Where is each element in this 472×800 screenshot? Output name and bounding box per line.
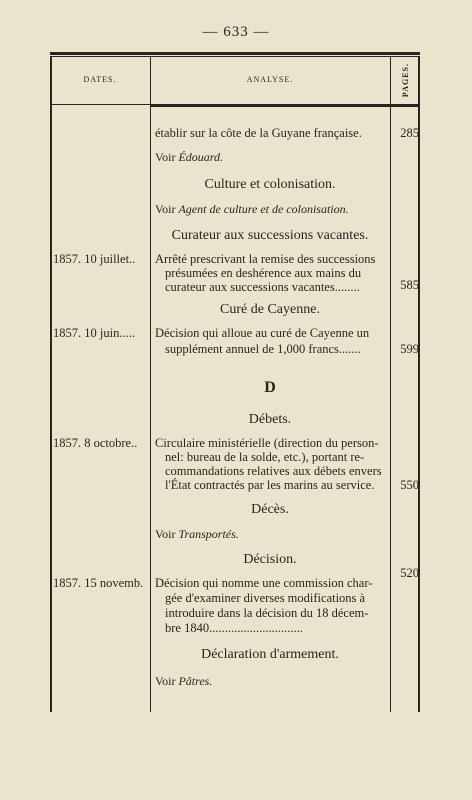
- entry-date: 1857. 15 novemb.: [53, 576, 144, 590]
- table-top-rule-thin: [50, 56, 420, 57]
- see-also-ref: Édouard.: [178, 150, 224, 164]
- heading-curateur: Curateur aux successions vacantes.: [171, 228, 369, 243]
- entry-text: Arrêté prescrivant la remise des successions: [155, 252, 376, 266]
- see-also-transportes: [155, 527, 391, 542]
- column-header-analyse: ANALYSE.: [246, 75, 294, 84]
- entry-page: 585: [400, 278, 419, 292]
- entry-text: gée d'examiner diverses modifications à: [165, 591, 366, 605]
- column-header-pages-label: PAGES.: [400, 62, 410, 98]
- heading-cure: Curé de Cayenne.: [220, 302, 320, 317]
- see-also-ref: Agent de culture et de colonisation.: [178, 202, 349, 216]
- heading-debets: Débets.: [248, 412, 292, 427]
- see-also-prefix: Voir: [155, 202, 176, 216]
- see-also-prefix: Voir: [155, 527, 176, 541]
- table-top-rule: [50, 52, 420, 55]
- see-also-agent: [155, 202, 391, 217]
- header-rule: [150, 104, 420, 107]
- see-also-ref: Transportés.: [178, 527, 239, 541]
- entry-page: 520: [400, 566, 419, 580]
- see-also-patres: [155, 674, 391, 689]
- entry-page: 599: [400, 342, 419, 356]
- entry-text: présumées en deshérence aux mains du: [165, 266, 362, 280]
- entry-text: Circulaire ministérielle (direction du person-: [155, 436, 379, 450]
- entry-date: 1857. 10 juin.....: [53, 326, 135, 340]
- column-header-pages: [392, 60, 418, 100]
- section-letter-d: D: [264, 379, 276, 396]
- entry-date: 1857. 10 juillet..: [53, 252, 136, 266]
- page-number: — 633 —: [202, 24, 270, 40]
- entry-page: 550: [400, 478, 419, 492]
- entry-text: nel: bureau de la solde, etc.), portant re-: [165, 450, 365, 464]
- entry-text: supplément annuel de 1,000 francs.......: [165, 342, 361, 356]
- entry-text: bre 1840..............................: [165, 621, 303, 635]
- entry-text: curateur aux successions vacantes........: [165, 280, 360, 294]
- see-also-edouard: [155, 150, 391, 165]
- heading-declaration: Déclaration d'armement.: [201, 647, 339, 662]
- column-header-dates: DATES.: [83, 75, 117, 84]
- heading-deces: Décès.: [251, 502, 289, 517]
- heading-decision: Décision.: [243, 552, 297, 567]
- entry-date: 1857. 8 octobre..: [53, 436, 138, 450]
- continued-entry-page: 285: [400, 126, 419, 140]
- column-divider-right: [418, 56, 420, 712]
- header-rule-left: [50, 104, 150, 105]
- heading-culture: Culture et colonisation.: [204, 177, 336, 192]
- entry-text: commandations relatives aux débets envers: [165, 464, 382, 478]
- entry-text: introduire dans la décision du 18 décem-: [165, 606, 369, 620]
- see-also-prefix: Voir: [155, 150, 176, 164]
- see-also-prefix: Voir: [155, 674, 176, 688]
- entry-text: Décision qui nomme une commission char-: [155, 576, 373, 590]
- continued-entry-text: établir sur la côte de la Guyane française.: [155, 126, 362, 140]
- entry-text: l'État contractés par les marins au service.: [165, 478, 375, 492]
- see-also-ref: Pâtres.: [178, 674, 213, 688]
- entry-text: Décision qui alloue au curé de Cayenne un: [155, 326, 370, 340]
- column-divider-left: [50, 56, 52, 712]
